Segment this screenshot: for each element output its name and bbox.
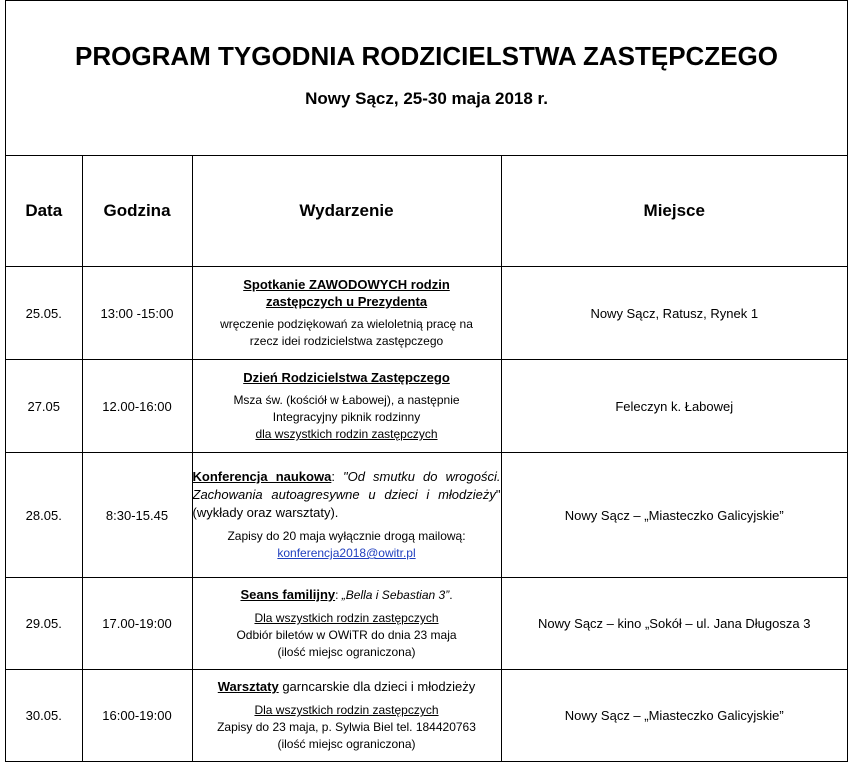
cell-place: Nowy Sącz – „Miasteczko Galicyjskie” [501,670,847,762]
cell-place: Nowy Sącz, Ratusz, Rynek 1 [501,267,847,360]
event-heading [193,586,501,604]
cell-date: 25.05. [6,267,82,360]
table-row [6,578,847,670]
cell-event [192,453,501,578]
cell-event [192,578,501,670]
table-row [6,360,847,453]
document-header [6,1,847,156]
cell-time: 12.00-16:00 [82,360,192,453]
event-title-rest: garncarskie dla dzieci i młodzieży [278,679,476,695]
event-description: rzecz idei rodzicielstwa zastępczego [249,334,444,348]
cell-date: 28.05. [6,453,82,578]
cell-place: Feleczyn k. Łabowej [501,360,847,453]
column-header-event: Wydarzenie [192,155,501,267]
cell-time: 17.00-19:00 [82,578,192,670]
cell-place: Nowy Sącz – kino „Sokół – ul. Jana Długosza 3 [501,578,847,670]
cell-event [192,267,501,360]
event-quote: "Od smutku do [343,469,438,484]
table-row [6,267,847,360]
event-separator: : [335,588,342,602]
event-title: Dzień Rodzicielstwa Zastępczego [243,370,450,385]
event-description: Integracyjny piknik rodzinny [272,410,421,424]
cell-time: 8:30-15.45 [82,453,192,578]
column-header-time: Godzina [82,155,192,267]
schedule-table [6,155,847,762]
event-separator: : [331,469,335,484]
event-description: Msza św. (kościół w Łabowej), a następnie [233,393,460,407]
column-header-place: Miejsce [501,155,847,267]
cell-date: 27.05 [6,360,82,453]
event-description: dla wszystkich rodzin zastępczych [255,427,438,441]
event-title: Konferencja naukowa [192,469,332,484]
cell-date: 29.05. [6,578,82,670]
page-subtitle: Nowy Sącz, 25-30 maja 2018 r. [305,89,548,108]
event-dot: . [449,588,453,602]
email-link[interactable]: konferencja2018@owitr.pl [277,546,416,560]
table-row [6,453,847,578]
cell-date: 30.05. [6,670,82,762]
cell-event [192,360,501,453]
event-description: (ilość miejsc ograniczona) [277,737,416,752]
cell-event [192,670,501,762]
event-description: Zapisy do 23 maja, p. Sylwia Biel tel. 184420763 [217,720,476,735]
page-title: PROGRAM TYGODNIA RODZICIELSTWA ZASTĘPCZEGO [75,41,778,71]
event-description: Dla wszystkich rodzin zastępczych [254,611,439,625]
event-quote: wrogości. Zachowania autoagresywne u [192,469,501,502]
event-description: Odbiór biletów w OWiTR do dnia 23 maja [236,628,457,642]
table-header-row [6,155,847,267]
event-heading [193,678,501,696]
cell-time: 16:00-19:00 [82,670,192,762]
event-title: Seans familijny [240,587,336,602]
event-description: Dla wszystkich rodzin zastępczych [254,703,439,718]
event-quote-end: " (wykłady oraz warsztaty). [192,487,501,520]
event-title: Warsztaty [217,679,279,695]
table-row [6,670,847,762]
column-header-date: Data [6,155,82,267]
cell-time: 13:00 -15:00 [82,267,192,360]
event-title: Spotkanie ZAWODOWYCH rodzin [243,277,450,292]
event-title: zastępczych u Prezydenta [265,294,428,309]
event-signup: Zapisy do 20 maja wyłącznie drogą mailową: [227,529,466,543]
event-quote: dzieci i młodzieży [384,487,496,502]
cell-place: Nowy Sącz – „Miasteczko Galicyjskie” [501,453,847,578]
event-conference-text [193,468,501,522]
event-description: (ilość miejsc ograniczona) [277,645,416,659]
event-description: wręczenie podziękowań za wieloletnią pracę na [220,317,473,331]
schedule-document [5,0,848,762]
event-film: „Bella i Sebastian 3” [341,588,450,602]
